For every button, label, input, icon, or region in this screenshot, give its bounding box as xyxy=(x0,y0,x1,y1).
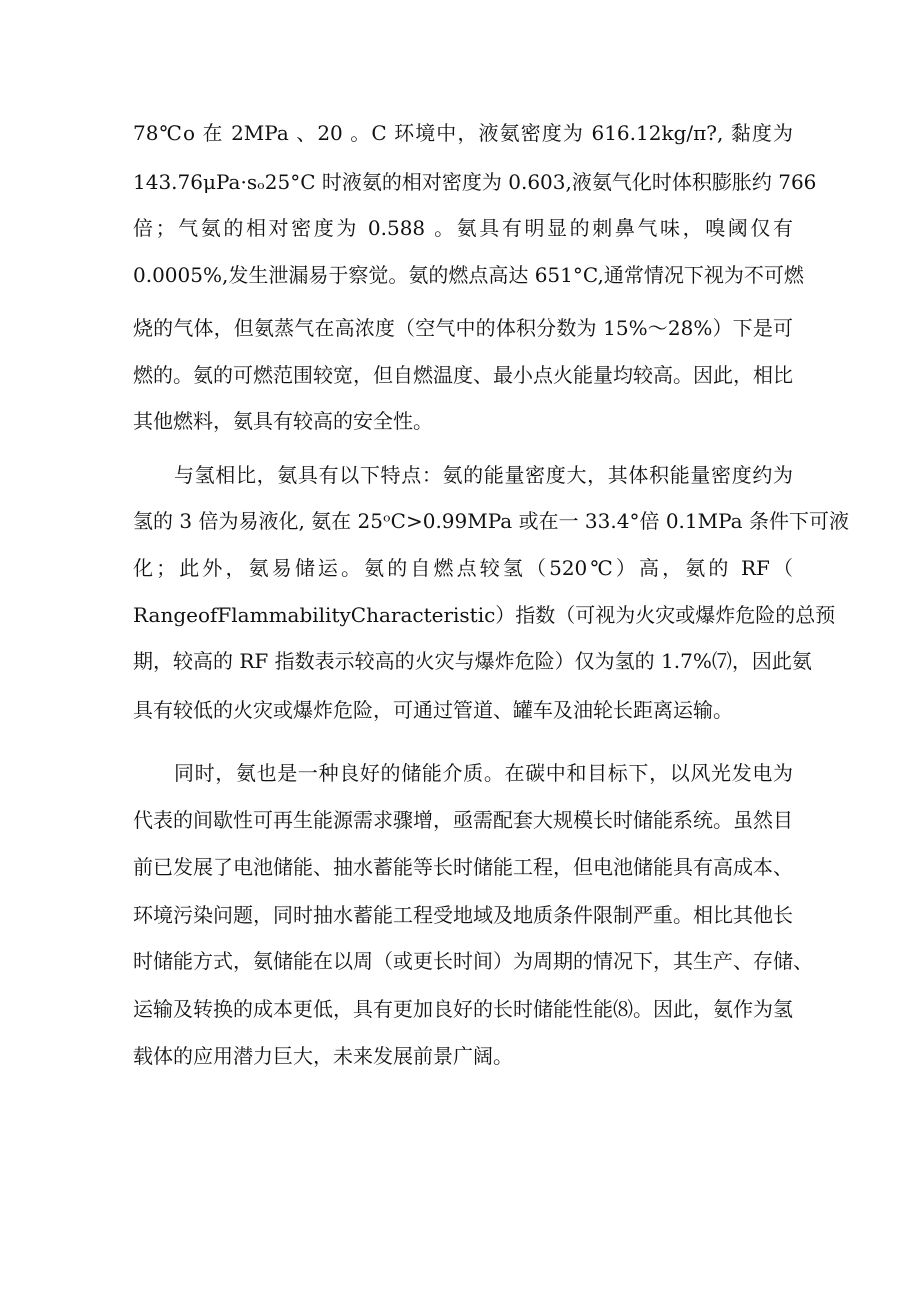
paragraph-2-line-3: 化；此外，氨易储运。氨的自燃点较氢（520℃）高，氨的 RF（ xyxy=(133,556,793,580)
paragraph-1-line-1: 78℃o 在 2MPa 、20 。C 环境中，液氨密度为 616.12kg∕π?, 黏度为 xyxy=(133,121,793,145)
paragraph-3-line-2: 代表的间歇性可再生能源需求骤增，亟需配套大规模长时储能系统。虽然目 xyxy=(133,808,793,832)
paragraph-1-line-5: 烧的气体，但氨蒸气在高浓度（空气中的体积分数为 15%～28%）下是可 xyxy=(133,316,793,340)
paragraph-2-line-4: RangeofFlammabilityCharacteristic）指数（可视为火灾或爆炸危险的总预 xyxy=(133,603,836,627)
paragraph-1-line-3: 倍；气氨的相对密度为 0.588 。氨具有明显的刺鼻气味，嗅阈仅有 xyxy=(133,216,793,240)
paragraph-1-line-2: 143.76μPa·sₒ25°C 时液氨的相对密度为 0.603,液氨气化时体积膨胀约 766 xyxy=(133,170,817,194)
paragraph-3-line-3: 前已发展了电池储能、抽水蓄能等长时储能工程，但电池储能具有高成本、 xyxy=(133,855,793,879)
paragraph-1-line-6: 燃的。氨的可燃范围较宽，但自燃温度、最小点火能量均较高。因此，相比 xyxy=(133,363,793,387)
paragraph-2-line-2: 氢的 3 倍为易液化, 氨在 25ᵒC>0.99MPa 或在一 33.4°倍 0.1MPa 条件下可液 xyxy=(133,509,849,533)
paragraph-3-line-6: 运输及转换的成本更低，具有更加良好的长时储能性能⑻。因此，氨作为氢 xyxy=(133,997,793,1021)
paragraph-3-line-1: 同时，氨也是一种良好的储能介质。在碳中和目标下，以风光发电为 xyxy=(174,761,793,785)
paragraph-3-line-7: 载体的应用潜力巨大，未来发展前景广阔。 xyxy=(133,1044,513,1068)
paragraph-2-line-5: 期，较高的 RF 指数表示较高的火灾与爆炸危险）仅为氢的 1.7%⑺，因此氨 xyxy=(133,649,812,673)
paragraph-2-line-6: 具有较低的火灾或爆炸危险，可通过管道、罐车及油轮长距离运输。 xyxy=(133,698,733,722)
paragraph-3-line-5: 时储能方式，氨储能在以周（或更长时间）为周期的情况下，其生产、存储、 xyxy=(133,949,813,973)
paragraph-1-line-7: 其他燃料，氨具有较高的安全性。 xyxy=(133,409,433,433)
paragraph-3-line-4: 环境污染问题，同时抽水蓄能工程受地域及地质条件限制严重。相比其他长 xyxy=(133,903,793,927)
paragraph-1-line-4: 0.0005%,发生泄漏易于察觉。氨的燃点高达 651°C,通常情况下视为不可燃 xyxy=(133,263,804,287)
paragraph-2-line-1: 与氢相比，氨具有以下特点：氨的能量密度大，其体积能量密度约为 xyxy=(174,463,793,487)
